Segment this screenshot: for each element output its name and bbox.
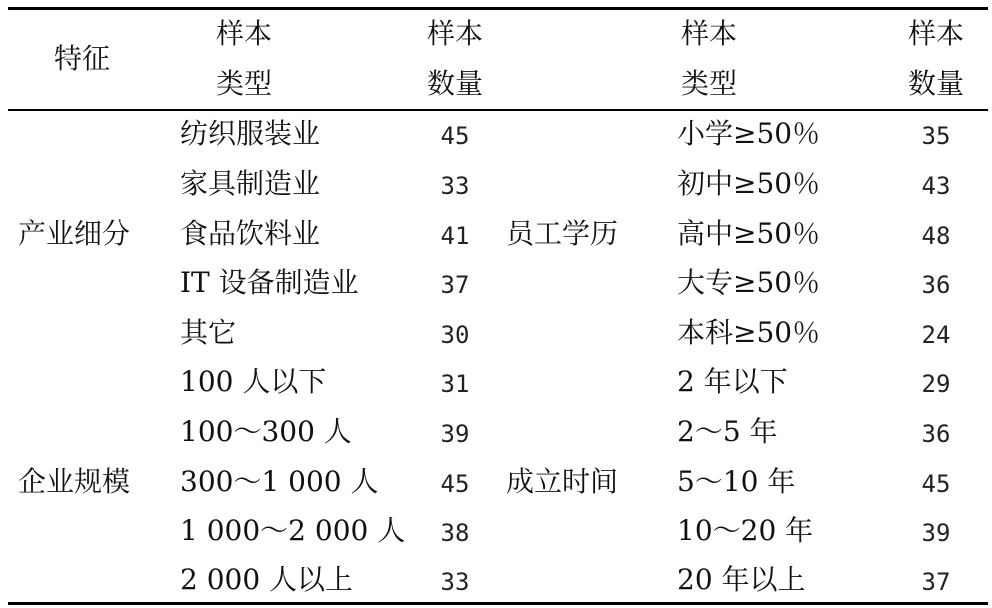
row-count: 45	[440, 122, 470, 150]
header-count2-line1: 样本	[907, 17, 965, 50]
row-type: 其它	[180, 316, 237, 349]
row-count: 38	[440, 519, 470, 547]
row-type2: 大专≥50％	[677, 266, 821, 299]
header-feature: 特征	[53, 42, 111, 75]
row-count: 45	[440, 470, 470, 498]
row-count2: 39	[921, 519, 951, 547]
header-count2-line2: 数量	[907, 67, 965, 100]
table-top-rule	[8, 7, 988, 10]
row-count2: 36	[921, 420, 951, 448]
row-count: 41	[440, 222, 470, 250]
row-type: 100～300 人	[180, 415, 352, 448]
header-type2-line2: 类型	[680, 67, 738, 100]
row-count2: 43	[921, 172, 951, 200]
row-type2: 2 年以下	[677, 365, 788, 398]
row-count: 31	[440, 370, 470, 398]
row-count: 39	[440, 420, 470, 448]
row-count2: 36	[921, 271, 951, 299]
row-type: 100 人以下	[180, 365, 327, 398]
group-label-education: 员工学历	[506, 217, 619, 250]
row-type: 纺织服装业	[180, 117, 321, 150]
row-type: 300～1 000 人	[180, 465, 379, 498]
row-count2: 37	[921, 568, 951, 596]
row-type2: 10～20 年	[677, 514, 814, 547]
row-count: 33	[440, 568, 470, 596]
table-bottom-rule	[8, 602, 988, 605]
header-type-line1: 样本	[215, 17, 273, 50]
group-label-industry: 产业细分	[18, 217, 131, 250]
row-count2: 24	[921, 321, 951, 349]
row-type2: 2～5 年	[677, 415, 778, 448]
header-count-line1: 样本	[426, 17, 484, 50]
row-type2: 本科≥50％	[677, 316, 821, 349]
row-type: 2 000 人以上	[180, 563, 354, 596]
row-type2: 初中≥50％	[677, 167, 821, 200]
row-type2: 5～10 年	[677, 465, 796, 498]
row-count: 37	[440, 271, 470, 299]
header-count-line2: 数量	[426, 67, 484, 100]
row-count2: 29	[921, 370, 951, 398]
row-count: 33	[440, 172, 470, 200]
header-type-line2: 类型	[215, 67, 273, 100]
row-type2: 高中≥50％	[677, 217, 821, 250]
row-type: IT 设备制造业	[180, 266, 359, 299]
row-type2: 小学≥50％	[677, 117, 821, 150]
row-type: 食品饮料业	[180, 217, 321, 250]
row-type: 1 000～2 000 人	[180, 514, 406, 547]
table-header-rule	[8, 109, 988, 111]
group-label-established: 成立时间	[506, 465, 619, 498]
row-type: 家具制造业	[180, 167, 321, 200]
header-type2-line1: 样本	[680, 17, 738, 50]
row-count: 30	[440, 321, 470, 349]
group-label-scale: 企业规模	[18, 465, 131, 498]
row-type2: 20 年以上	[677, 563, 806, 596]
row-count2: 45	[921, 470, 951, 498]
row-count2: 48	[921, 222, 951, 250]
row-count2: 35	[921, 122, 951, 150]
